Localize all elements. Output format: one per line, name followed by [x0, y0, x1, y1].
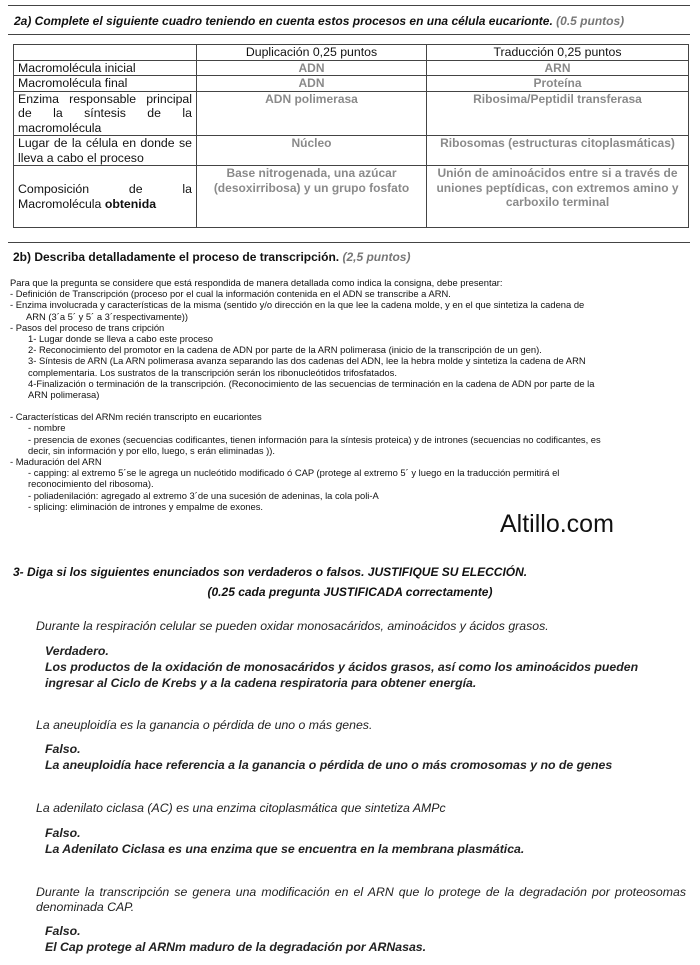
body-line: decir, sin información y por ello, luego, s erán eliminadas )).: [28, 444, 275, 456]
table-row: [14, 136, 689, 166]
translation-cell: Ribosomas (estructuras citoplasmáticas): [427, 136, 689, 166]
body-line: - Enzima involucrada y características de la misma (sentido y/o dirección en la que lee la cadena molde, y en el que sintetiza la cadena de: [10, 299, 585, 311]
processes-table: [13, 44, 689, 228]
translation-cell: Proteína: [427, 76, 689, 92]
body-line: - poliadenilación: agregado al extremo 3´de una sucesión de adeninas, la cola poli-A: [28, 489, 379, 501]
body-line: 1- Lugar donde se lleva a cabo este proceso: [28, 333, 214, 345]
duplication-cell: ADN: [197, 76, 427, 92]
translation-cell: ARN: [427, 60, 689, 76]
body-line: - splicing: eliminación de intrones y empalme de exones.: [28, 500, 264, 512]
section-3-title: 3- Diga si los siguientes enunciados son verdaderos o falsos. JUSTIFIQUE SU ELECCIÓN.: [13, 565, 528, 579]
translation-cell: Unión de aminoácidos entre si a través de uniones peptídicas, con extremos amino y carboxilo terminal: [427, 166, 689, 228]
statement-2: La aneuploidía es la ganancia o pérdida de uno o más genes.: [36, 718, 373, 732]
table-header-cell: Duplicación 0,25 puntos: [197, 45, 427, 61]
body-line: ARN (3´a 5´ y 5´ a 3´respectivamente)): [26, 310, 189, 322]
statement-1: Durante la respiración celular se pueden oxidar monosacáridos, aminoácidos y ácidos grasos.: [36, 619, 549, 633]
table-header-cell: [14, 45, 197, 61]
section-2a-points: (0.5 puntos): [556, 14, 625, 28]
justification-1: Los productos de la oxidación de monosacáridos y ácidos grasos, así como los aminoácidos pueden ingresar al Ciclo de Krebs y a la cadena respiratoria para obtener energía.: [45, 660, 639, 690]
body-line: Para que la pregunta se considere que está respondida de manera detallada como indica la consigna, debe presentar:: [10, 277, 503, 288]
duplication-cell: Base nitrogenada, una azúcar (desoxirribosa) y un grupo fosfato: [197, 166, 427, 228]
section-2a-title: 2a) Complete el siguiente cuadro teniendo en cuenta estos procesos en una célula eucarionte.: [14, 14, 553, 28]
row-label: Macromolécula final: [14, 76, 197, 92]
row-label: [14, 166, 197, 228]
row-label: Lugar de la célula en donde se lleva a cabo el proceso: [14, 136, 197, 166]
top-rule: [8, 5, 690, 6]
section-2b-title: 2b) Describa detalladamente el proceso de transcripción.: [13, 250, 340, 264]
verdict-1: Verdadero.: [45, 644, 109, 658]
table-row: [14, 91, 689, 136]
body-line: - presencia de exones (secuencias codificantes, tienen información para la síntesis proteica) y de intrones (secuencias no codificantes, es: [28, 433, 601, 445]
table-row: [14, 60, 689, 76]
row-label-text: Composición de la Macromolécula: [18, 182, 192, 211]
table-header-row: [14, 45, 689, 61]
table-row: [14, 166, 689, 228]
table-header-cell: Traducción 0,25 puntos: [427, 45, 689, 61]
body-line: - Maduración del ARN: [10, 456, 102, 468]
body-line: 2- Reconocimiento del promotor en la cadena de ADN por parte de la ARN polimerasa (inicio de la transcripción de un gen).: [28, 344, 542, 356]
statement-4: Durante la transcripción se genera una modificación en el ARN que lo protege de la degradación por proteosomas denominada CAP.: [36, 885, 686, 914]
answer-2: [45, 741, 690, 773]
verdict-3: Falso.: [45, 826, 81, 840]
justification-3: La Adenilato Ciclasa es una enzima que se encuentra en la membrana plasmática.: [45, 842, 525, 856]
duplication-cell: ADN: [197, 60, 427, 76]
duplication-cell: ADN polimerasa: [197, 91, 427, 136]
row-label-bold: obtenida: [104, 196, 157, 211]
section-2a-heading: [14, 14, 624, 28]
section-2b-body: [10, 277, 690, 512]
section-2a-rule: [8, 34, 690, 35]
answer-3: [45, 825, 690, 857]
body-line: ARN polimerasa): [28, 389, 100, 401]
section-2b-heading: [13, 250, 410, 264]
section-2b-rule: [8, 242, 690, 243]
justification-2: La aneuploidía hace referencia a la ganancia o pérdida de uno o más cromosomas y no de genes: [45, 758, 613, 772]
statement-3: La adenilato ciclasa (AC) es una enzima citoplasmática que sintetiza AMPc: [36, 801, 446, 815]
body-line: - Definición de Transcripción (proceso por el cual la información contenida en el ADN se transcribe a ARN.: [10, 288, 451, 300]
justification-4: El Cap protege al ARNm maduro de la degradación por ARNasas.: [45, 940, 427, 954]
answer-1: [45, 643, 690, 691]
body-line: - Características del ARNm recién transcripto en eucariontes: [10, 411, 262, 423]
body-line: reconocimiento del ribosoma).: [28, 478, 154, 490]
verdict-4: Falso.: [45, 924, 81, 938]
section-3-subtitle: (0.25 cada pregunta JUSTIFICADA correctamente): [207, 585, 493, 599]
body-line: - Pasos del proceso de trans cripción: [10, 321, 165, 333]
body-line: 4-Finalización o terminación de la transcripción. (Reconocimiento de las secuencias de terminación en la cadena de ADN por parte de la: [28, 377, 595, 389]
body-line: - nombre: [28, 422, 66, 434]
altillo-watermark: Altillo.com: [500, 510, 614, 538]
body-line: - capping: al extremo 5´se le agrega un nucleótido modificado ó CAP (protege al extremo 5´ y luego en la traducción permitirá el: [28, 467, 560, 479]
translation-cell: Ribosima/Peptidil transferasa: [427, 91, 689, 136]
body-line: complementaria. Los sustratos de la transcripción serán los ribonucleótidos trifosfatados.: [28, 366, 397, 378]
duplication-cell: Núcleo: [197, 136, 427, 166]
row-label: Macromolécula inicial: [14, 60, 197, 76]
section-2b-points: (2,5 puntos): [342, 250, 411, 264]
row-label: Enzima responsable principal de la síntesis de la macromolécula: [14, 91, 197, 136]
answer-4: [45, 923, 690, 955]
body-line: 3- Síntesis de ARN (La ARN polimerasa avanza separando las dos cadenas del ADN, lee la hebra molde y sintetiza la cadena de ARN: [28, 355, 586, 367]
table-row: [14, 76, 689, 92]
verdict-2: Falso.: [45, 742, 81, 756]
